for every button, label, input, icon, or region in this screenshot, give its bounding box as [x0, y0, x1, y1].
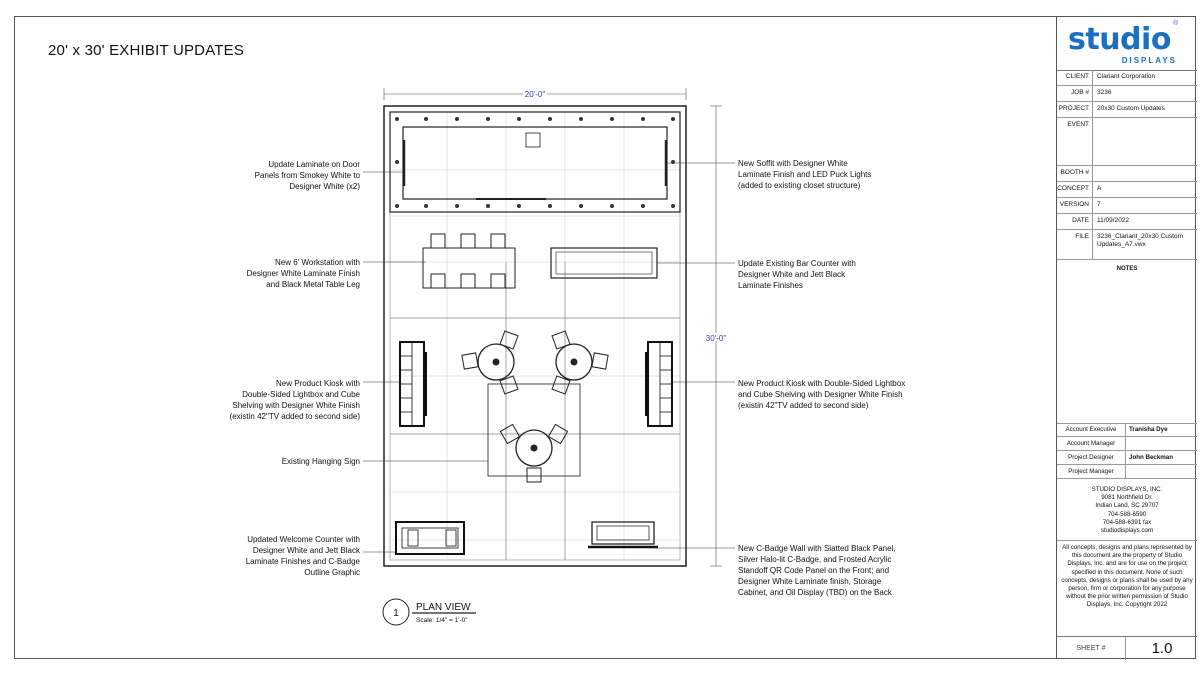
address-line: 704-588-6391 fax — [1102, 518, 1152, 526]
width-dimension: 20'-0" — [524, 90, 546, 99]
puck-lights — [395, 117, 675, 208]
field-label: PROJECT — [1058, 105, 1089, 112]
field-label: BOOTH # — [1060, 169, 1089, 176]
staff-value: John Beckman — [1129, 454, 1174, 461]
field-label: FILE — [1075, 233, 1089, 240]
view-scale: Scale: 1/4" = 1'-0" — [416, 617, 468, 624]
callout-door-panels: Update Laminate on Door Panels from Smokey White to Designer White (x2) — [254, 160, 360, 191]
company-address — [1057, 486, 1197, 535]
field-value: A — [1097, 185, 1102, 192]
sheet-label: SHEET # — [1057, 637, 1126, 660]
callout-soffit: New Soffit with Designer White Laminate Finish and LED Puck Lights (added to existing closet structure) — [738, 159, 872, 190]
callout-workstation: New 6' Workstation with Designer White Laminate Finish and Black Metal Table Leg — [246, 258, 360, 289]
cafe-table-3 — [500, 424, 567, 482]
field-label: VERSION — [1059, 201, 1089, 208]
sheet-number-box — [1057, 636, 1197, 660]
product-kiosk-right — [646, 342, 672, 426]
sheet-value: 1.0 — [1151, 640, 1173, 657]
callout-hanging-sign: Existing Hanging Sign — [281, 457, 360, 466]
field-value: 3236 — [1097, 89, 1112, 96]
studio-displays-logo — [1057, 16, 1197, 71]
field-value — [1097, 118, 1195, 121]
field-label: JOB # — [1070, 89, 1089, 96]
field-label: CONCEPT — [1057, 185, 1089, 192]
field-value: Clariant Corporation — [1097, 73, 1156, 80]
dimension-lines — [384, 88, 722, 566]
field-client — [1057, 70, 1197, 86]
address-line: studiodisplays.com — [1100, 527, 1154, 535]
field-label: DATE — [1072, 217, 1089, 224]
field-value: 3236_Clariant_20x30 Custom Updates_A7.vwx — [1097, 233, 1183, 248]
field-label: CLIENT — [1065, 73, 1089, 80]
field-value: 11/09/2022 — [1097, 217, 1130, 224]
field-value: 7 — [1097, 201, 1101, 208]
field-version — [1057, 198, 1197, 214]
bar-counter — [551, 248, 657, 278]
title-block — [1056, 16, 1196, 659]
staff-account-executive — [1057, 423, 1197, 437]
staff-project-designer — [1057, 451, 1197, 465]
staff-label: Account Executive — [1057, 423, 1126, 436]
callout-welcome-counter: Updated Welcome Counter with Designer White and Jett Black Laminate Finishes and C-Badge Outline Graphic — [245, 535, 360, 577]
address-line: 9081 Northfield Dr. — [1101, 494, 1153, 502]
field-value: 20x30 Custom Updates — [1097, 105, 1165, 112]
address-line: STUDIO DISPLAYS, INC. — [1091, 486, 1163, 493]
booth-outline — [384, 106, 686, 566]
field-concept — [1057, 182, 1197, 198]
depth-dimension: 30'-0" — [705, 334, 727, 343]
view-label: PLAN VIEW — [416, 602, 471, 613]
field-value — [1097, 166, 1195, 169]
c-badge-wall — [588, 522, 658, 547]
view-number: 1 — [393, 608, 399, 619]
drawing-title: 20' x 30' EXHIBIT UPDATES — [48, 42, 245, 59]
logo-sub-text: DISPLAYS — [1121, 56, 1177, 65]
legal-divider — [1057, 540, 1197, 541]
field-job — [1057, 86, 1197, 102]
welcome-counter — [396, 522, 464, 554]
notes-label: NOTES — [1116, 266, 1138, 272]
staff-label: Project Manager — [1057, 465, 1126, 478]
field-project — [1057, 102, 1197, 118]
staff-account-manager — [1057, 437, 1197, 451]
field-label: EVENT — [1067, 121, 1089, 128]
address-line: Indian Land, SC 29707 — [1095, 502, 1159, 510]
field-date — [1057, 214, 1197, 230]
leader-lines — [363, 163, 735, 552]
field-event — [1057, 118, 1197, 166]
staff-label: Project Designer — [1057, 451, 1126, 464]
staff-value: Tranisha Dye — [1129, 426, 1168, 433]
callout-c-badge-wall: New C-Badge Wall with Slatted Black Panel, Silver Halo-lit C-Badge, and Frosted Acrylic Standoff QR Code Panel on the Front; and Designer White Laminate finish, Storage Cabinet, and Oil Display (TBD) on the Back — [738, 544, 896, 597]
callout-kiosk-left: New Product Kiosk with Double-Sided Lightbox and Cube Shelving with Designer White Finish (existin 42"TV added to second side) — [229, 379, 360, 421]
field-file — [1057, 230, 1197, 260]
cafe-table-1 — [462, 331, 518, 394]
copyright-notice: All concepts, designs and plans represented by this document are the property of Studio Displays, Inc. and are for use on the project specified in this document. None of such concepts, designs or plans shall be used by any person, firm or corporation for any purpose without the prior written permission of Studio Displays, Inc. Copyright 2022 — [1061, 544, 1193, 609]
product-kiosk-left — [400, 342, 426, 426]
workstation — [423, 234, 515, 288]
address-line: 704-588-6590 — [1107, 510, 1147, 518]
logo-registered-mark: ® — [1173, 20, 1179, 27]
staff-project-manager — [1057, 465, 1197, 479]
callout-bar-counter: Update Existing Bar Counter with Designer White and Jett Black Laminate Finishes — [738, 259, 856, 290]
logo-main-text: studio — [1068, 22, 1171, 57]
grid-major — [390, 262, 680, 560]
carpet-grid — [390, 112, 680, 560]
soffit-closet — [390, 112, 680, 212]
callout-kiosk-right: New Product Kiosk with Double-Sided Lightbox and Cube Shelving with Designer White Finish (existin 42"TV added to second side) — [738, 379, 906, 410]
staff-label: Account Manager — [1057, 437, 1126, 450]
field-booth — [1057, 166, 1197, 182]
